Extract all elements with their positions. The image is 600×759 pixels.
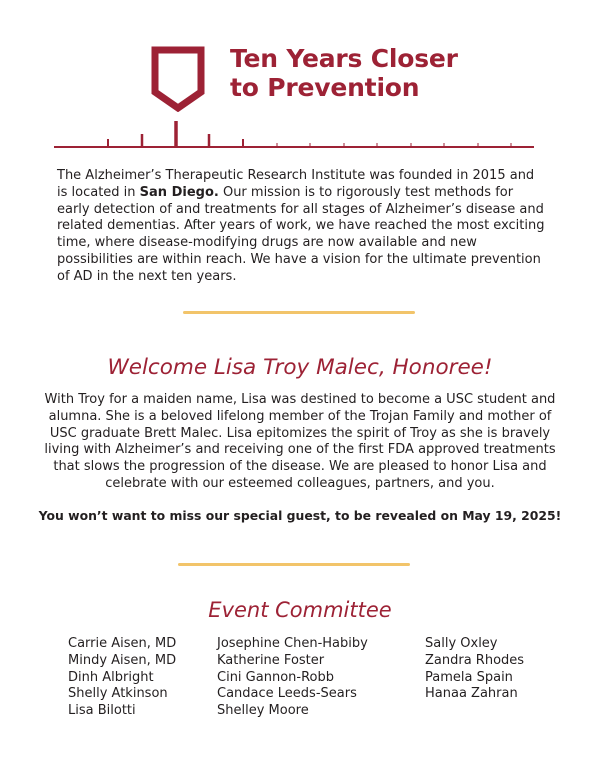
shield-icon bbox=[150, 46, 206, 112]
intro-location: San Diego. bbox=[139, 184, 219, 200]
intro-text-start: The Alzheimer’s Therapeutic Research Institute was founded in 2015 and is located in bbox=[57, 168, 535, 200]
ruler-icon bbox=[54, 118, 534, 150]
committee-member: Sally Oxley bbox=[425, 636, 498, 651]
committee-member: Candace Leeds-Sears bbox=[217, 686, 357, 702]
committee-member: Cini Gannon-Robb bbox=[217, 669, 334, 685]
committee-member: Lisa Bilotti bbox=[68, 703, 136, 719]
title-line-1: Ten Years Closer bbox=[230, 44, 458, 73]
committee-member: Pamela Spain bbox=[425, 669, 513, 685]
committee-member: Mindy Aisen, MD bbox=[68, 652, 177, 668]
committee-member: Carrie Aisen, MD bbox=[68, 636, 177, 651]
committee-heading: Event Committee bbox=[208, 598, 392, 622]
committee-member: Josephine Chen-Habiby bbox=[217, 636, 368, 651]
intro-paragraph bbox=[57, 168, 547, 286]
gold-divider bbox=[183, 311, 415, 314]
committee-member: Hanaa Zahran bbox=[425, 686, 518, 702]
intro-text-end: Our mission is to rigorously test methods for early detection of and treatments for all stages of Alzheimer’s disease and related dementias. After years of work, we have reached the most exciting time, where disease-modifying drugs are now available and new possibilities are within reach. We have a vision for the ultimate prevention of AD in the next ten years. bbox=[57, 184, 545, 284]
gold-divider bbox=[178, 563, 410, 566]
committee-column-1 bbox=[68, 636, 176, 720]
committee-column-3 bbox=[425, 636, 524, 703]
special-guest-note: You won’t want to miss our special guest, to be revealed on May 19, 2025! bbox=[38, 508, 562, 523]
title-line-2: to Prevention bbox=[230, 73, 420, 102]
committee-member: Katherine Foster bbox=[217, 652, 325, 668]
page-title bbox=[230, 44, 458, 102]
committee-member: Zandra Rhodes bbox=[425, 652, 525, 668]
committee-column-2 bbox=[217, 636, 368, 720]
committee-member: Shelley Moore bbox=[217, 703, 309, 719]
welcome-heading: Welcome Lisa Troy Malec, Honoree! bbox=[107, 355, 493, 380]
committee-member: Dinh Albright bbox=[68, 669, 154, 685]
committee-member: Shelly Atkinson bbox=[68, 686, 168, 702]
welcome-paragraph: With Troy for a maiden name, Lisa was destined to become a USC student and alumna. She is a beloved lifelong member of the Trojan Family and mother of USC graduate Brett Malec. Lisa epitomizes the spirit of Troy as she is bravely living with Alzheimer’s and receiving one of the first FDA approved treatments that slows the progression of the disease. We are pleased to honor Lisa and celebrate with our esteemed colleagues, partners, and you. bbox=[44, 392, 556, 491]
